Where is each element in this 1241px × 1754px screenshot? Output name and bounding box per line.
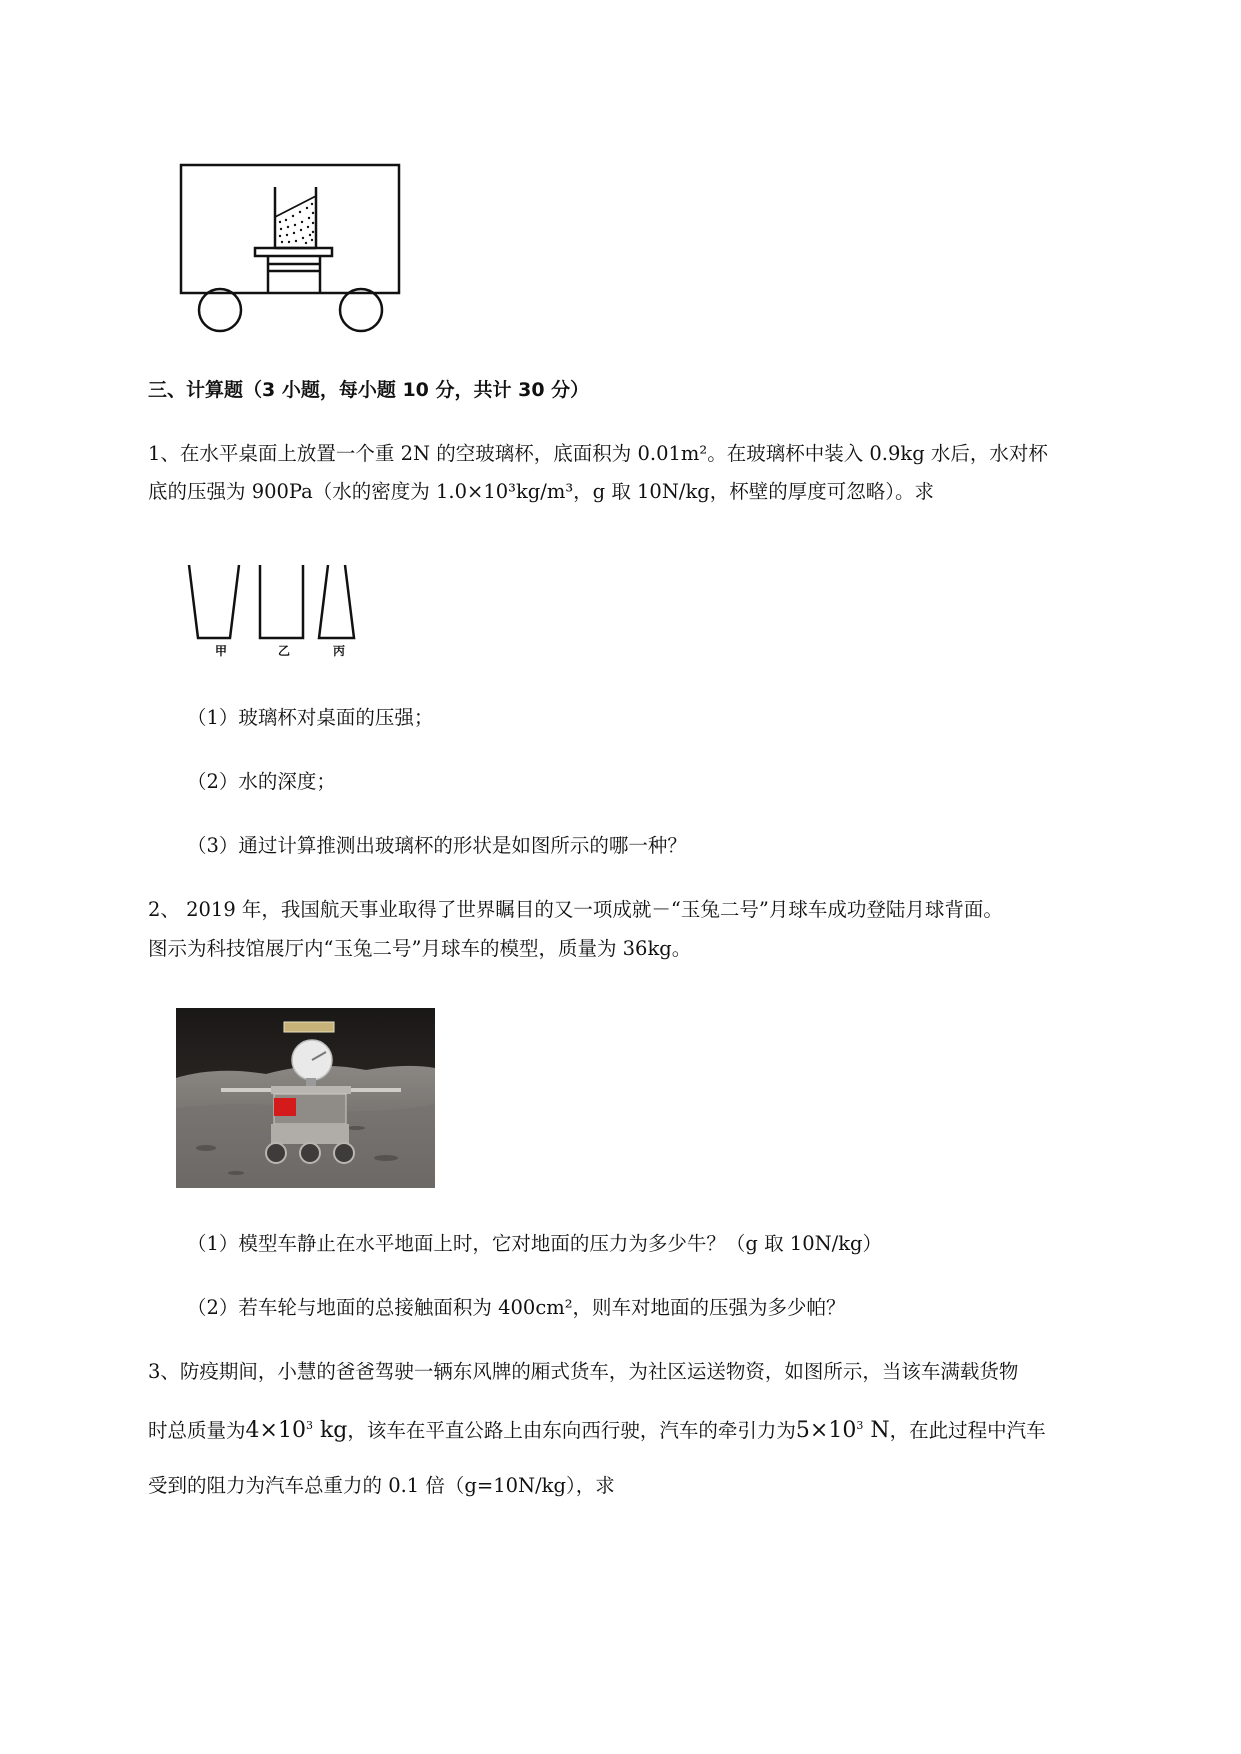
q3-line2-part-a: 时总质量为 bbox=[148, 1419, 246, 1442]
q1-sub2: （2）水的深度； bbox=[187, 770, 336, 793]
q2-line2: 图示为科技馆展厅内“玉兔二号”月球车的模型，质量为 36kg。 bbox=[148, 937, 692, 960]
cup-label-yi: 乙 bbox=[278, 644, 291, 658]
q3-line3: 受到的阻力为汽车总重力的 0.1 倍（g=10N/kg），求 bbox=[148, 1474, 615, 1497]
q2-sub1: （1）模型车静止在水平地面上时，它对地面的压力为多少牛？（g 取 10N/kg） bbox=[187, 1232, 883, 1255]
cup-label-bing: 丙 bbox=[333, 644, 346, 658]
cup-label-jia: 甲 bbox=[215, 644, 228, 658]
q3-line1: 3、防疫期间，小慧的爸爸驾驶一辆东风牌的厢式货车，为社区运送物资，如图所示，当该车满载货物 bbox=[148, 1360, 1019, 1383]
mass-exponent: 3 bbox=[305, 1419, 313, 1432]
q1-line2: 底的压强为 900Pa（水的密度为 1.0×10³kg/m³，g 取 10N/kg，杯壁的厚度可忽略）。求 bbox=[148, 480, 935, 503]
q2-sub2: （2）若车轮与地面的总接触面积为 400cm²，则车对地面的压强为多少帕？ bbox=[187, 1296, 846, 1319]
section-heading: 三、计算题（3 小题，每小题 10 分，共计 30 分） bbox=[148, 379, 590, 401]
q2-line1: 2、 2019 年，我国航天事业取得了世界瞩目的又一项成就－“玉兔二号”月球车成功登陆月球背面。 bbox=[148, 898, 1003, 921]
q1-line1: 1、在水平桌面上放置一个重 2N 的空玻璃杯，底面积为 0.01m²。在玻璃杯中装入 0.9kg 水后，水对杯 bbox=[148, 442, 1048, 465]
cart-diagram bbox=[170, 160, 410, 335]
force-value bbox=[796, 1418, 890, 1443]
q3-line2 bbox=[148, 1413, 1046, 1449]
cup-shapes-figure bbox=[183, 560, 368, 660]
lunar-rover-photo bbox=[176, 1008, 435, 1188]
force-coefficient: 5×10 bbox=[795, 1418, 857, 1443]
q3-line2-part-c: ，在此过程中汽车 bbox=[889, 1419, 1046, 1442]
mass-unit: kg bbox=[319, 1418, 348, 1443]
q1-sub3: （3）通过计算推测出玻璃杯的形状是如图所示的哪一种？ bbox=[187, 834, 687, 857]
force-unit: N bbox=[870, 1418, 890, 1443]
q1-sub1: （1）玻璃杯对桌面的压强； bbox=[187, 706, 434, 729]
mass-value bbox=[246, 1418, 348, 1443]
mass-coefficient: 4×10 bbox=[245, 1418, 306, 1443]
q3-line2-part-b: ，该车在平直公路上由东向西行驶，汽车的牵引力为 bbox=[347, 1419, 796, 1442]
force-exponent: 3 bbox=[856, 1419, 864, 1432]
